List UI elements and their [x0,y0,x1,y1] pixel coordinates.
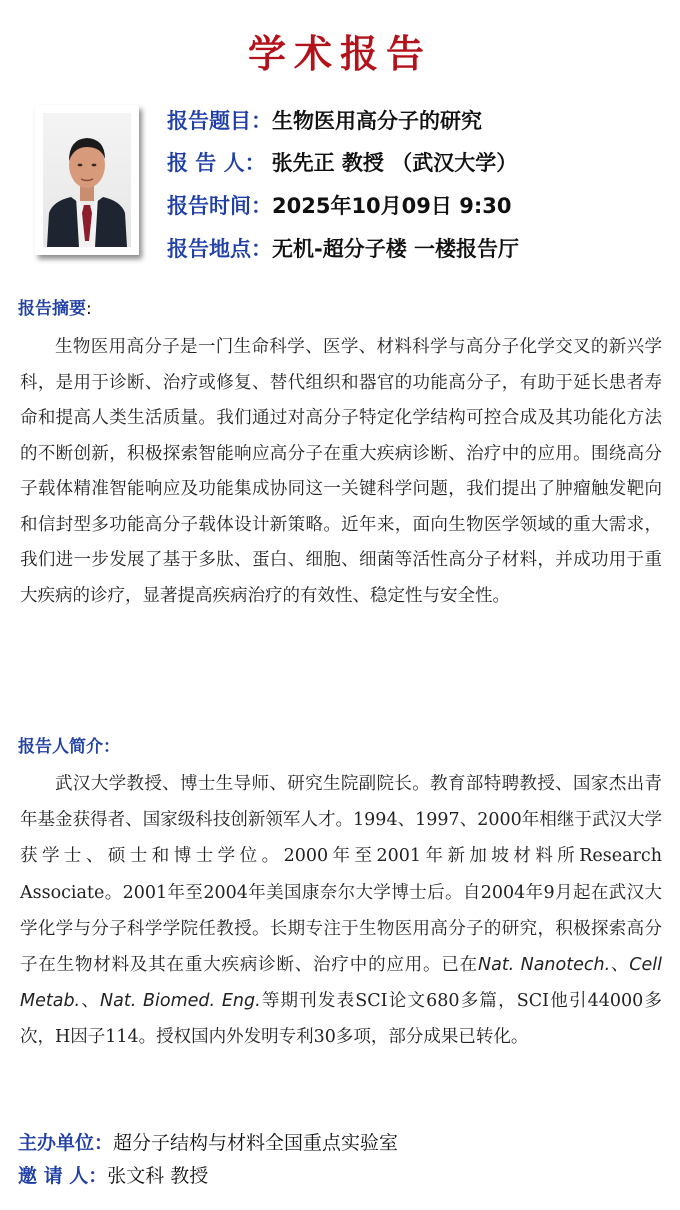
bio-heading: 报告人简介： [18,737,120,757]
time-label: 报告时间： [167,194,272,218]
topic-label: 报告题目： [167,109,272,133]
venue-row [167,234,519,264]
speaker-photo [43,113,131,247]
time-value: 2025年10月09日 9:30 [272,194,512,218]
venue-label: 报告地点： [167,237,272,261]
journal-nat-biomed-eng: Nat. Biomed. Eng. [100,991,261,1012]
bio-text-part1: 武汉大学教授、博士生导师、研究生院副院长。教育部特聘教授、国家杰出青年基金获得者、国家级科技创新领军人才。1994、1997、2000年相继于武汉大学获学士、硕士和博士学位。2000年至2001年新加坡材料所Research Associate。2001年至2004年美国康奈尔大学博士后。自2004年9月起在武汉大学化学与分子科学学院任教授。长期专注于生物医用高分子的研究，积极探索高分子在生物材料及其在重大疾病诊断、治疗中的应用。已在 [20,774,662,976]
topic-value: 生物医用高分子的研究 [272,109,482,133]
bio-text-part2: 等期刊发表SCI论文680多篇，SCI他引44000多次，H因子114。授权国内外发明专利30多项，部分成果已转化。 [20,991,663,1048]
abstract-heading [18,296,92,322]
bio-text [20,766,662,1056]
journal-separator: 、 [80,991,101,1012]
abstract-text: 生物医用高分子是一门生命科学、医学、材料科学与高分子化学交叉的新兴学科，是用于诊断、治疗或修复、替代组织和器官的功能高分子，有助于延长患者寿命和提高人类生活质量。我们通过对高分子特定化学结构可控合成及其功能化方法的不断创新，积极探索智能响应高分子在重大疾病诊断、治疗中的应用。围绕高分子载体精准智能响应及功能集成协同这一关键科学问题，我们提出了肿瘤触发靶向和信封型多功能高分子载体设计新策略。近年来，面向生物医学领域的重大需求，我们进一步发展了基于多肽、蛋白、细胞、细菌等活性高分子材料，并成功用于重大疾病的诊疗，显著提高疾病治疗的有效性、稳定性与安全性。 [20,337,662,606]
journal-nat-nanotech: Nat. Nanotech. [478,955,611,976]
inviter-value: 张文科 教授 [107,1165,209,1187]
time-row [167,191,511,221]
speaker-label: 报 告 人： [167,151,266,175]
page-title: 学术报告 [247,31,432,76]
venue-value: 无机-超分子楼 一楼报告厅 [272,237,520,261]
speaker-value: 张先正 教授 （武汉大学） [271,151,518,175]
journal-cell-metab: Cell Metab. [20,955,662,1012]
speaker-photo-frame [35,105,139,255]
speaker-row [167,148,517,178]
inviter-label: 邀 请 人： [18,1165,108,1187]
abstract-heading-colon: : [86,299,92,319]
host-value: 超分子结构与材料全国重点实验室 [113,1132,399,1154]
host-row [18,1128,398,1158]
inviter-row [18,1161,208,1191]
host-label: 主办单位： [18,1132,114,1154]
journal-separator: 、 [610,955,630,976]
topic-row [167,106,482,136]
abstract-heading-text: 报告摘要 [18,299,86,319]
